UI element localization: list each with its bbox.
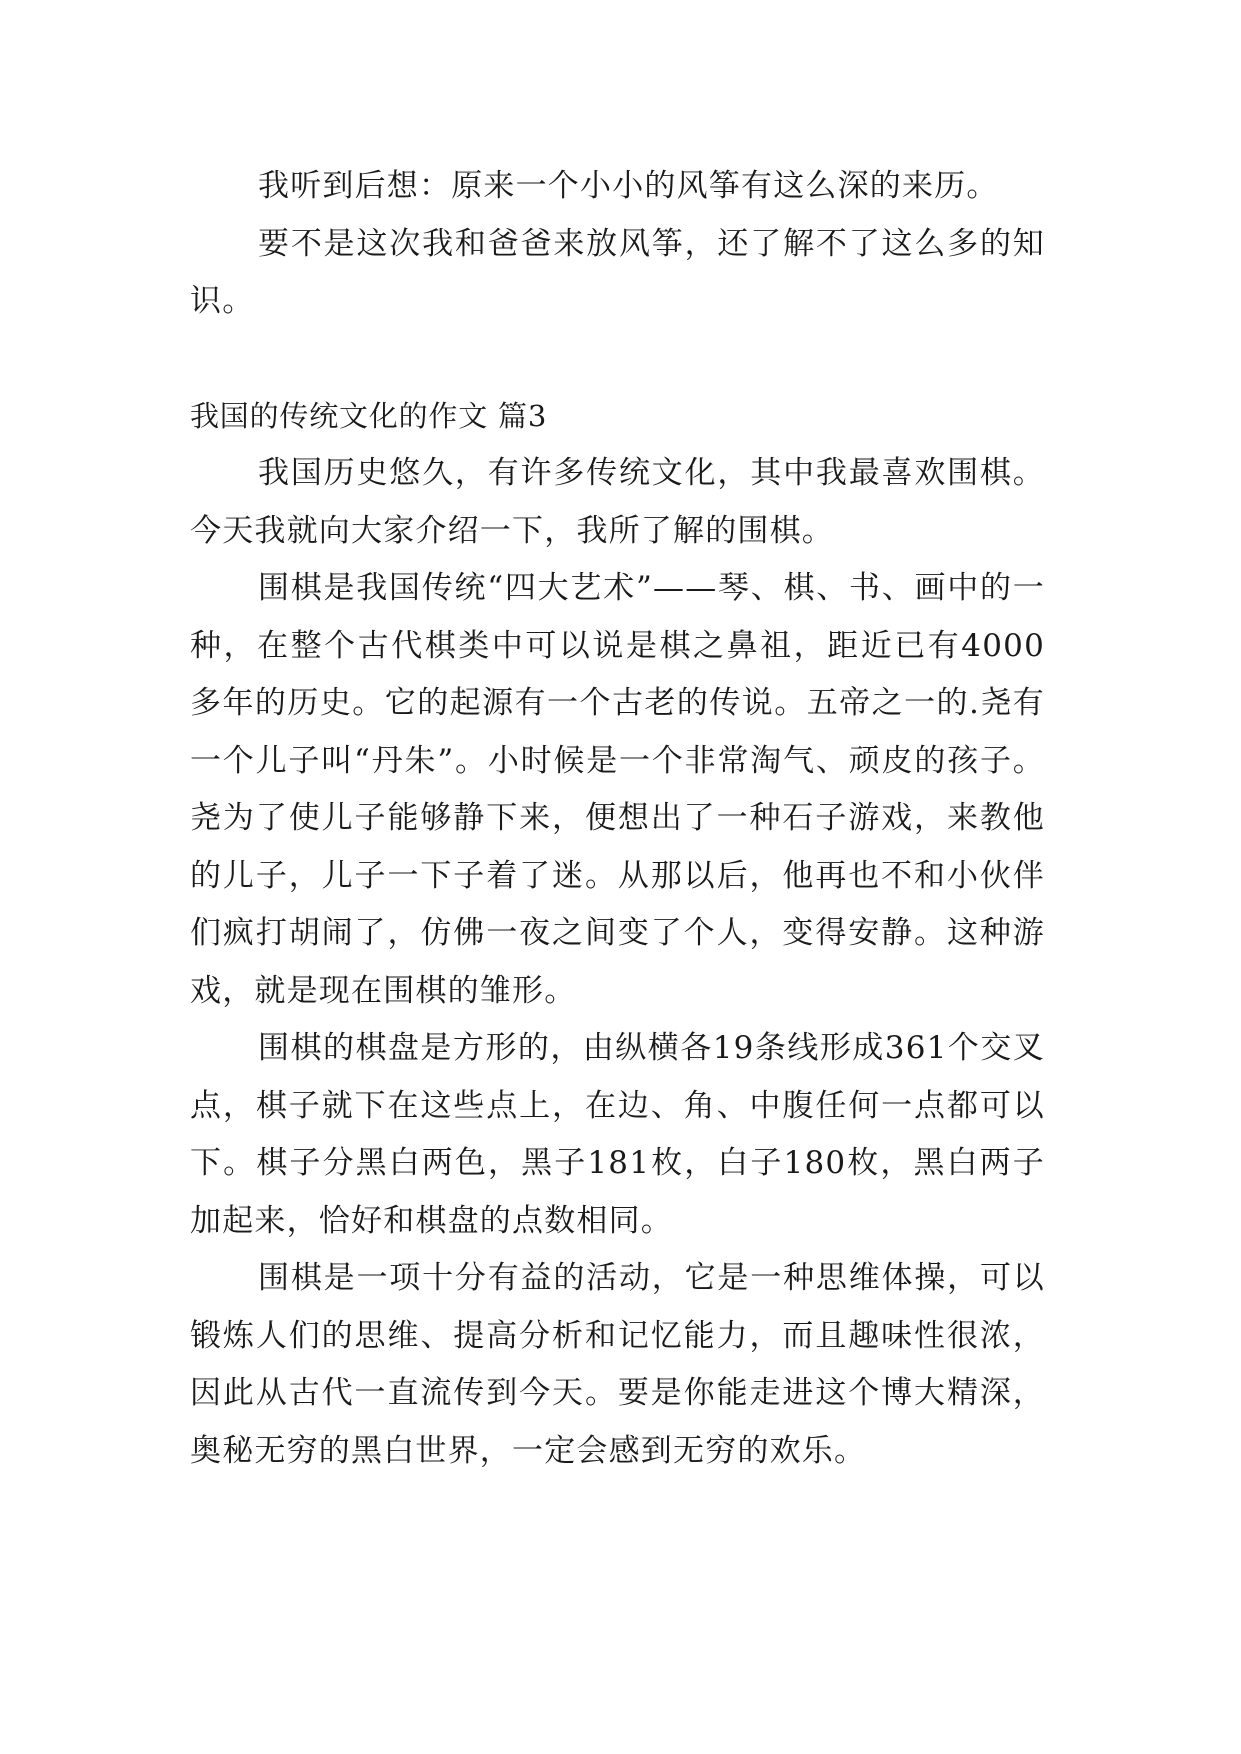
document-body [190,158,1045,1480]
section-title: 我国的传统文化的作文 篇3 [190,398,548,433]
paragraph-benefits: 围棋是一项十分有益的活动，它是一种思维体操，可以锻炼人们的思维、提高分析和记忆能力，而且趣味性很浓，因此从古代一直流传到今天。要是你能走进这个博大精深，奥秘无穷的黑白世界，一定会感到无穷的欢乐。 [190,1260,1045,1469]
section-spacer [190,331,1045,388]
paragraph-kite-thought: 我听到后想：原来一个小小的风筝有这么深的来历。 [258,168,999,204]
paragraph-kite-knowledge: 要不是这次我和爸爸来放风筝，还了解不了这么多的知识。 [190,225,1045,319]
paragraph-intro: 我国历史悠久，有许多传统文化，其中我最喜欢围棋。今天我就向大家介绍一下，我所了解的围棋。 [190,455,1045,549]
paragraph-board: 围棋的棋盘是方形的，由纵横各19条线形成361个交叉点，棋子就下在这些点上，在边、角、中腹任何一点都可以下。棋子分黑白两色，黑子181枚，白子180枚，黑白两子加起来，恰好和棋盘的点数相同。 [190,1030,1045,1239]
paragraph-history: 围棋是我国传统“四大艺术”——琴、棋、书、画中的一种，在整个古代棋类中可以说是棋之鼻祖，距近已有4000多年的历史。它的起源有一个古老的传说。五帝之一的.尧有一个儿子叫“丹朱”。小时候是一个非常淘气、顽皮的孩子。尧为了使儿子能够静下来，便想出了一种石子游戏，来教他的儿子，儿子一下子着了迷。从那以后，他再也不和小伙伴们疯打胡闹了，仿佛一夜之间变了个人，变得安静。这种游戏，就是现在围棋的雏形。 [190,570,1045,1009]
